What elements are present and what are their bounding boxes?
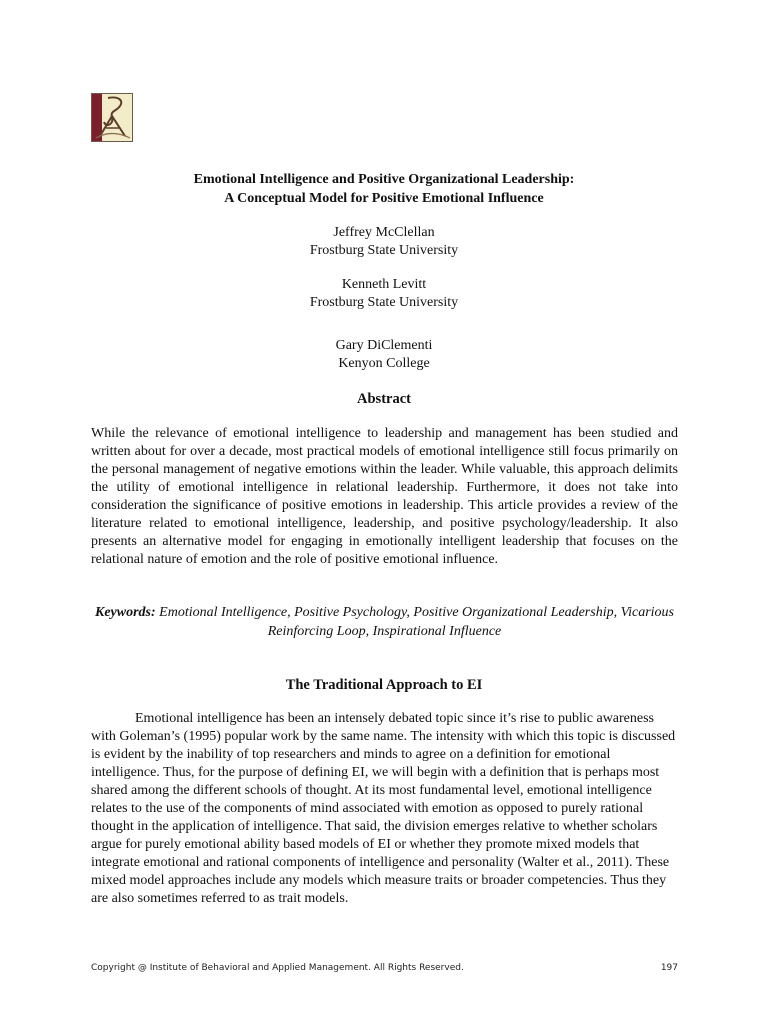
author-affiliation: Frostburg State University (309, 243, 459, 258)
author-block-3 (0, 337, 768, 373)
page-footer (91, 963, 678, 977)
author-block-2 (0, 276, 768, 312)
paper-title (0, 170, 768, 208)
keywords-list: Emotional Intelligence, Positive Psychology, Positive Organizational Leadership, Vicarious Reinforcing Loop, Inspirational Influence (159, 605, 674, 639)
section-body (91, 710, 678, 908)
section-paragraph: Emotional intelligence has been an intensely debated topic since it’s rise to public awareness with Goleman’s (1995) popular work by the same name. The intensity with which this topic is discussed is evident by the inability of top researchers and minds to agree on a definition for emotional intelligence. Thus, for the purpose of defining EI, we will begin with a definition that is perhaps most shared among the different schools of thought. At its most fundamental level, emotional intelligence relates to the use of the components of mind associated with emotion as opposed to purely rational thought in the application of intelligence. That said, the division emerges relative to whether scholars argue for purely emotional ability based models of EI or whether they promote mixed models that integrate emotional and rational components of intelligence and personality (Walter et al., 2011). These mixed model approaches include any models which measure traits or broader competencies. Thus they are also sometimes referred to as trait models. (91, 711, 676, 906)
copyright-text: Copyright @ Institute of Behavioral and Applied Management. All Rights Reserved. (91, 963, 464, 973)
author-name: Gary DiClementi (335, 338, 433, 353)
keywords (91, 603, 678, 641)
page-number: 197 (660, 963, 678, 973)
title-line-2: A Conceptual Model for Positive Emotional Influence (224, 191, 544, 206)
author-affiliation: Frostburg State University (309, 295, 459, 310)
title-line-1: Emotional Intelligence and Positive Organizational Leadership: (193, 172, 575, 187)
section-heading: The Traditional Approach to EI (285, 677, 483, 693)
keywords-label: Keywords: (95, 605, 156, 620)
journal-logo-icon (91, 93, 133, 142)
abstract-heading: Abstract (357, 391, 411, 407)
author-name: Kenneth Levitt (341, 277, 427, 292)
author-block-1 (0, 224, 768, 260)
author-name: Jeffrey McClellan (333, 225, 435, 240)
author-affiliation: Kenyon College (338, 356, 430, 371)
abstract-text: While the relevance of emotional intelligence to leadership and management has been studied and written about for over a decade, most practical models of emotional intelligence still focus primarily on the personal management of negative emotions within the leader. While valuable, this approach delimits the utility of emotional intelligence in relational leadership. Furthermore, it does not take into consideration the significance of positive emotions in leadership. This article provides a review of the literature related to emotional intelligence, leadership, and positive psychology/leadership. It also presents an alternative model for engaging in emotionally intelligent leadership that focuses on the relational nature of emotion and the role of positive emotional influence. (91, 426, 678, 567)
